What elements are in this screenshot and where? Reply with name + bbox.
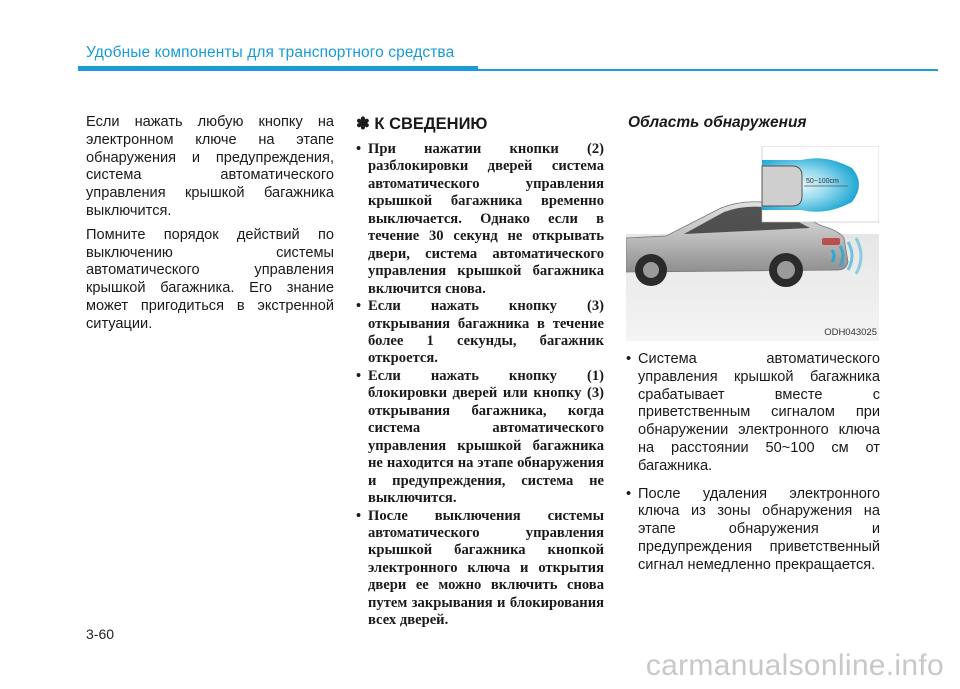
notice-title: ✽ К СВЕДЕНИЮ (356, 115, 488, 133)
detection-item: • Система автоматического управления крышкой багажника срабатывает вместе с приветственным сигналом при обнаружении электронного ключа на расстоянии 50~100 см от багажника. (626, 351, 880, 476)
header-rule-thin (478, 69, 938, 71)
notice-box (356, 114, 604, 630)
rear-rim (777, 261, 795, 279)
figure-code: ODH043025 (824, 327, 877, 338)
column-left (86, 114, 334, 340)
notice-item: • После выключения системы автоматического управления крышкой багажника кнопкой электронного ключа и открытия двери ее можно включить снова путем закрывания и блокирования всех дверей. (356, 508, 604, 630)
paragraph: Помните порядок действий по выключению системы автоматического управления крышкой багажника. Его знание может пригодиться в экстренной ситуации. (86, 226, 334, 332)
notice-item: • Если нажать кнопку (3) открывания багажника в течение более 1 секунды, багажник откроется. (356, 298, 604, 368)
page-number: 3-60 (86, 626, 115, 642)
watermark: carmanualsonline.info (645, 649, 944, 682)
section-title: Область обнаружения (628, 114, 807, 131)
car-top-view (762, 166, 802, 206)
notice-list (356, 141, 604, 630)
notice-item: • При нажатии кнопки (2) разблокировки дверей система автоматического управления крышкой багажника временно выключается. Однако если в течение 30 секунд не открывать двери, система автоматического управления крышкой багажника включится снова. (356, 141, 604, 298)
paragraph: Если нажать любую кнопку на электронном ключе на этапе обнаружения и предупреждения, система автоматического управления крышкой багажника выключится. (86, 114, 334, 219)
detection-item: • После удаления электронного ключа из зоны обнаружения на этапе обнаружения и предупреждения приветственный сигнал немедленно прекращается. (626, 486, 880, 575)
header-rule-thick (78, 66, 478, 71)
section-header: Удобные компоненты для транспортного средства (86, 44, 455, 61)
detection-list (626, 351, 880, 575)
tail-light (822, 238, 840, 245)
front-rim (643, 262, 659, 278)
range-label: 50~100cm (806, 178, 839, 185)
detection-area-figure (626, 146, 879, 341)
notice-item: • Если нажать кнопку (1) блокировки дверей или кнопку (3) открывания багажника, когда система автоматического управления крышкой багажника не находится на этапе обнаружения и предупреждения, система не выключится. (356, 368, 604, 508)
column-right (626, 114, 880, 585)
car-detection-illustration (626, 146, 879, 341)
